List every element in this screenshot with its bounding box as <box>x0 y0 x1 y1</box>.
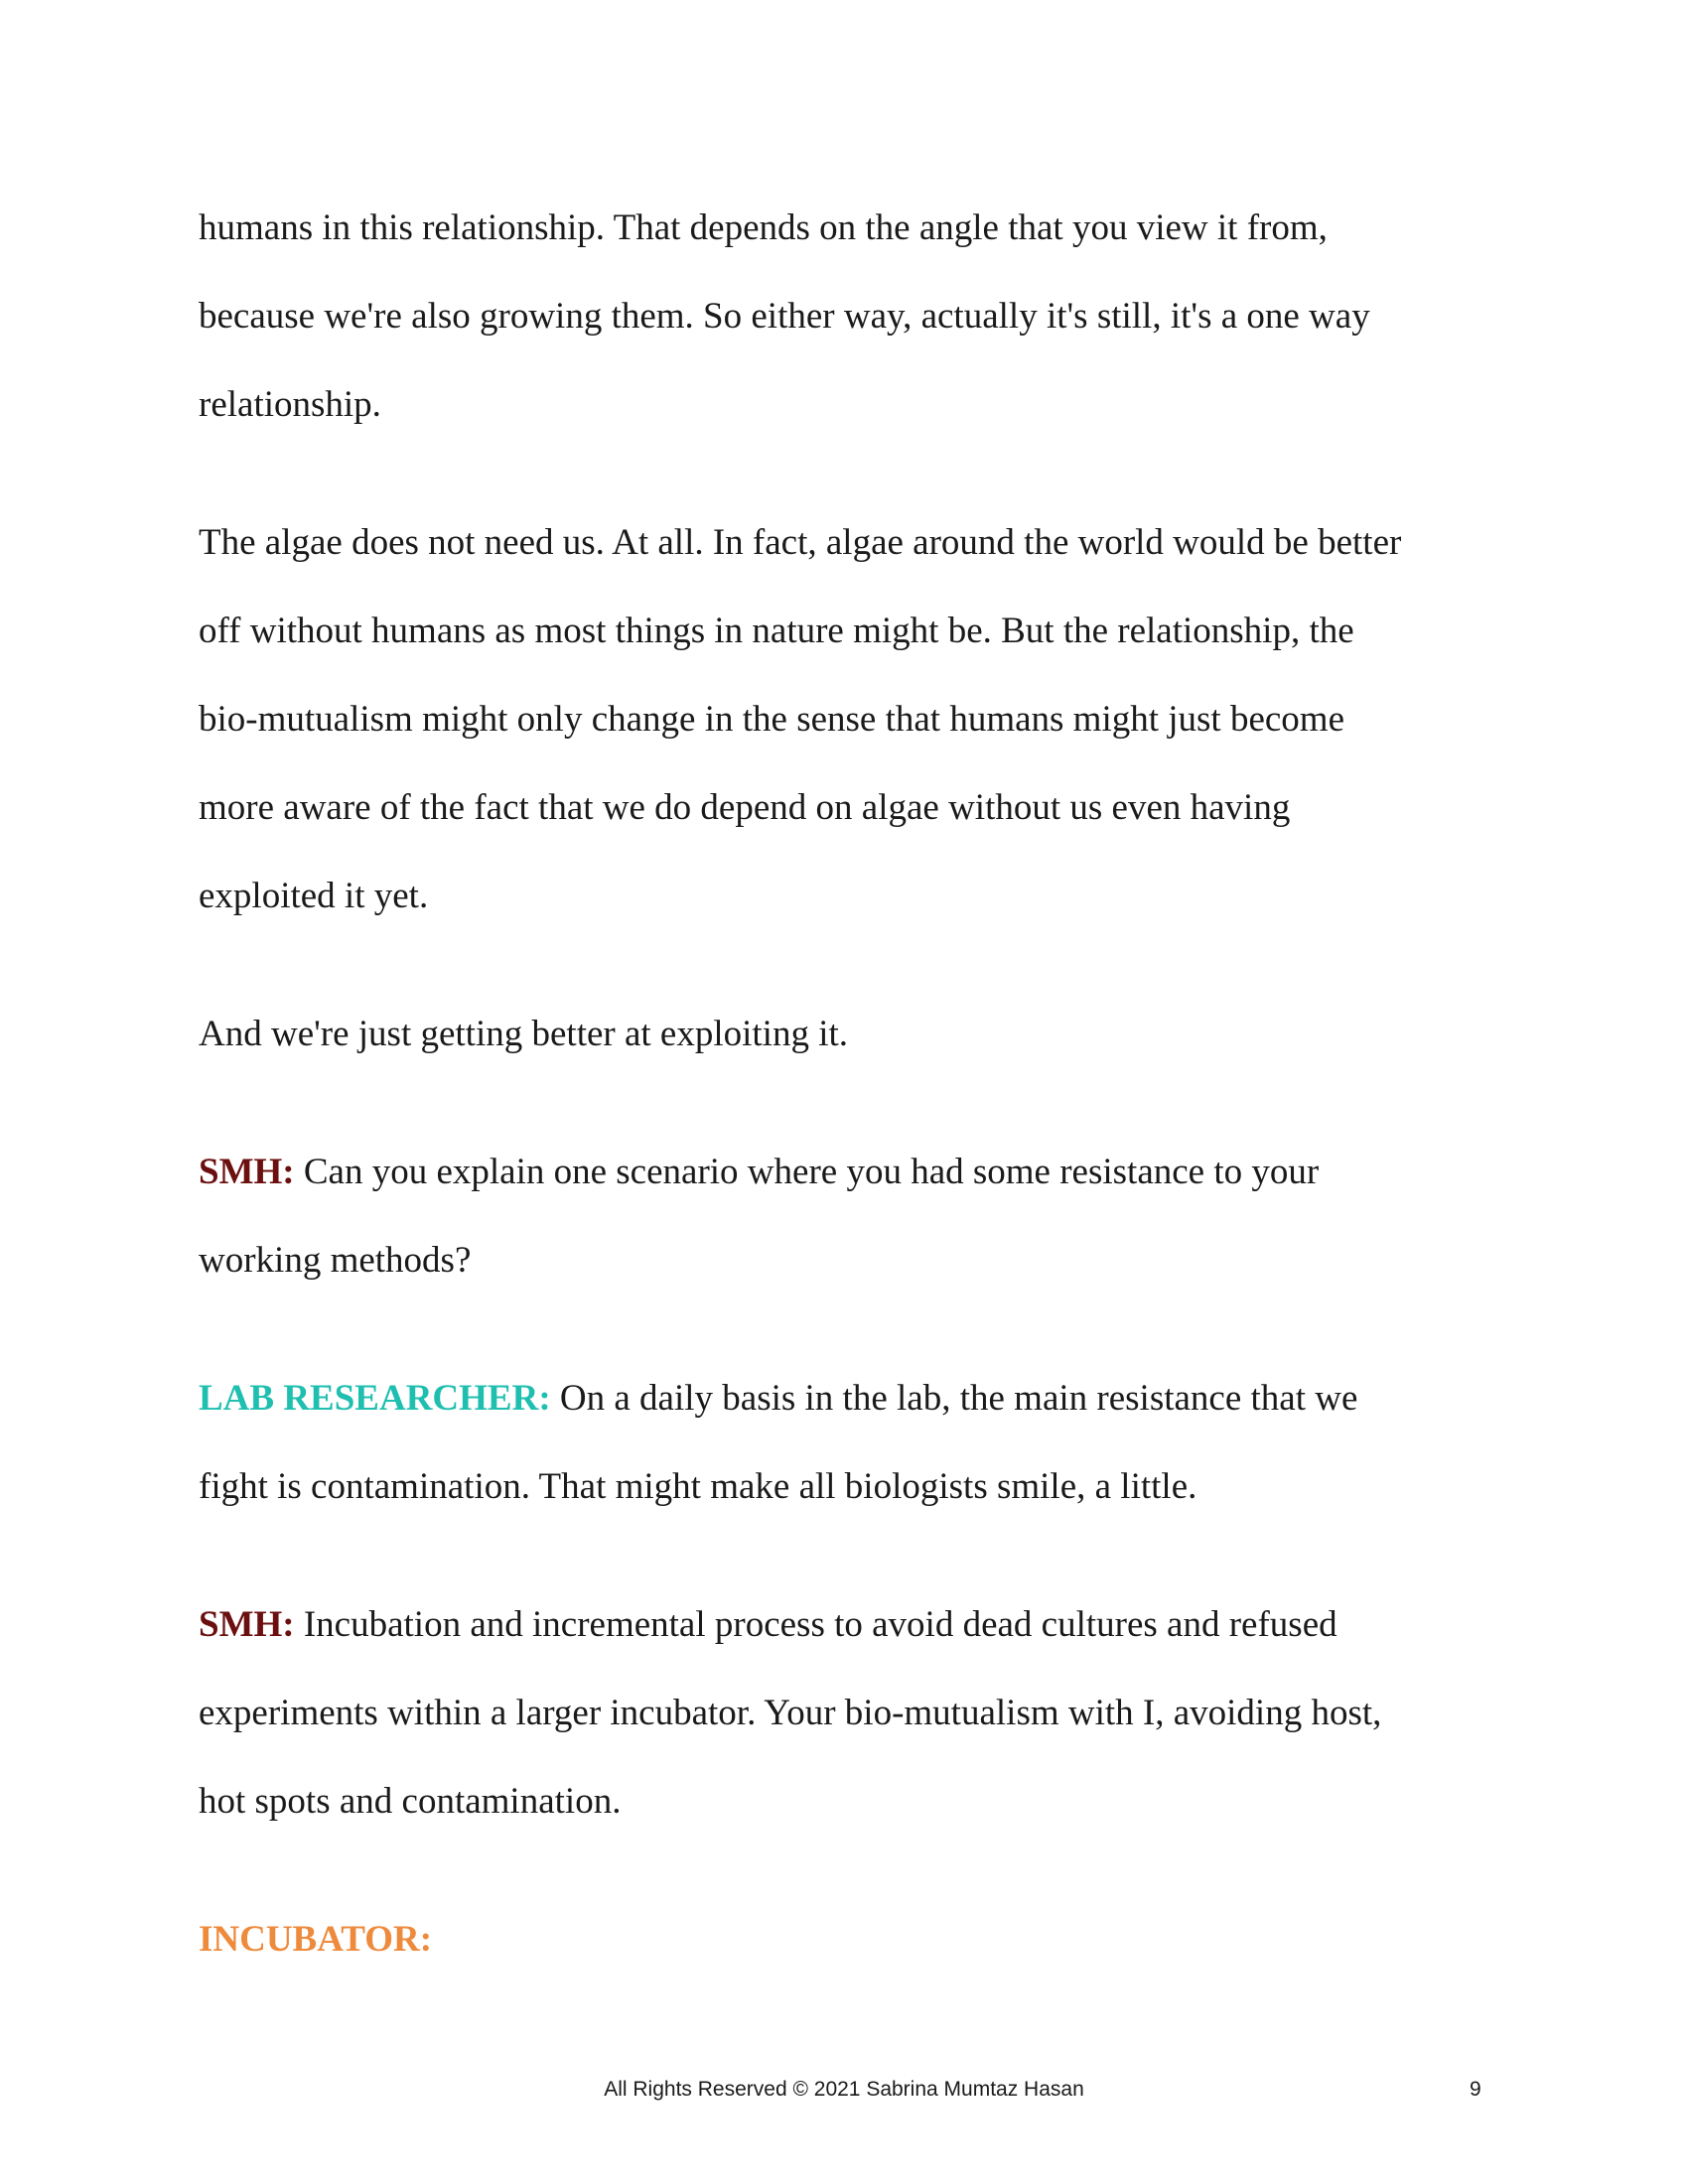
dialogue-text: Incubation and incremental process to avoid dead cultures and refused <box>294 1604 1337 1645</box>
text-line: off without humans as most things in nature might be. But the relationship, the <box>199 611 1354 651</box>
dialogue-paragraph <box>199 1895 1499 1983</box>
text-line: The algae does not need us. At all. In fact, algae around the world would be better <box>199 522 1402 563</box>
dialogue-paragraph <box>199 1580 1499 1845</box>
text-line <box>199 1895 1499 1983</box>
text-line: bio-mutualism might only change in the sense that humans might just become <box>199 699 1345 740</box>
speaker-label-smh: SMH: <box>199 1152 295 1192</box>
text-line <box>199 1580 1499 1669</box>
paragraph <box>199 184 1499 449</box>
speaker-label-smh: SMH: <box>199 1604 295 1645</box>
text-line <box>199 1354 1499 1442</box>
dialogue-text: On a daily basis in the lab, the main resistance that we <box>550 1378 1358 1419</box>
dialogue-text: Can you explain one scenario where you had some resistance to your <box>294 1152 1320 1192</box>
text-line: experiments within a larger incubator. Your bio-mutualism with I, avoiding host, <box>199 1693 1382 1733</box>
speaker-label-lab-researcher: LAB RESEARCHER: <box>199 1378 551 1419</box>
text-line: hot spots and contamination. <box>199 1781 622 1822</box>
text-line <box>199 1128 1499 1216</box>
page-number: 9 <box>1470 2078 1481 2101</box>
text-line: relationship. <box>199 384 381 425</box>
page-body <box>199 184 1499 2033</box>
paragraph <box>199 498 1499 940</box>
copyright-notice: All Rights Reserved © 2021 Sabrina Mumtaz Hasan <box>604 2078 1084 2101</box>
text-line: And we're just getting better at exploiting it. <box>199 1014 849 1054</box>
text-line: working methods? <box>199 1240 472 1281</box>
text-line: exploited it yet. <box>199 876 429 916</box>
paragraph <box>199 990 1499 1078</box>
speaker-label-incubator: INCUBATOR: <box>199 1919 433 1960</box>
dialogue-paragraph <box>199 1128 1499 1304</box>
dialogue-paragraph <box>199 1354 1499 1531</box>
text-line: more aware of the fact that we do depend on algae without us even having <box>199 787 1291 828</box>
text-line: humans in this relationship. That depends on the angle that you view it from, <box>199 207 1328 248</box>
text-line: because we're also growing them. So either way, actually it's still, it's a one way <box>199 296 1370 337</box>
text-line: fight is contamination. That might make all biologists smile, a little. <box>199 1466 1197 1507</box>
